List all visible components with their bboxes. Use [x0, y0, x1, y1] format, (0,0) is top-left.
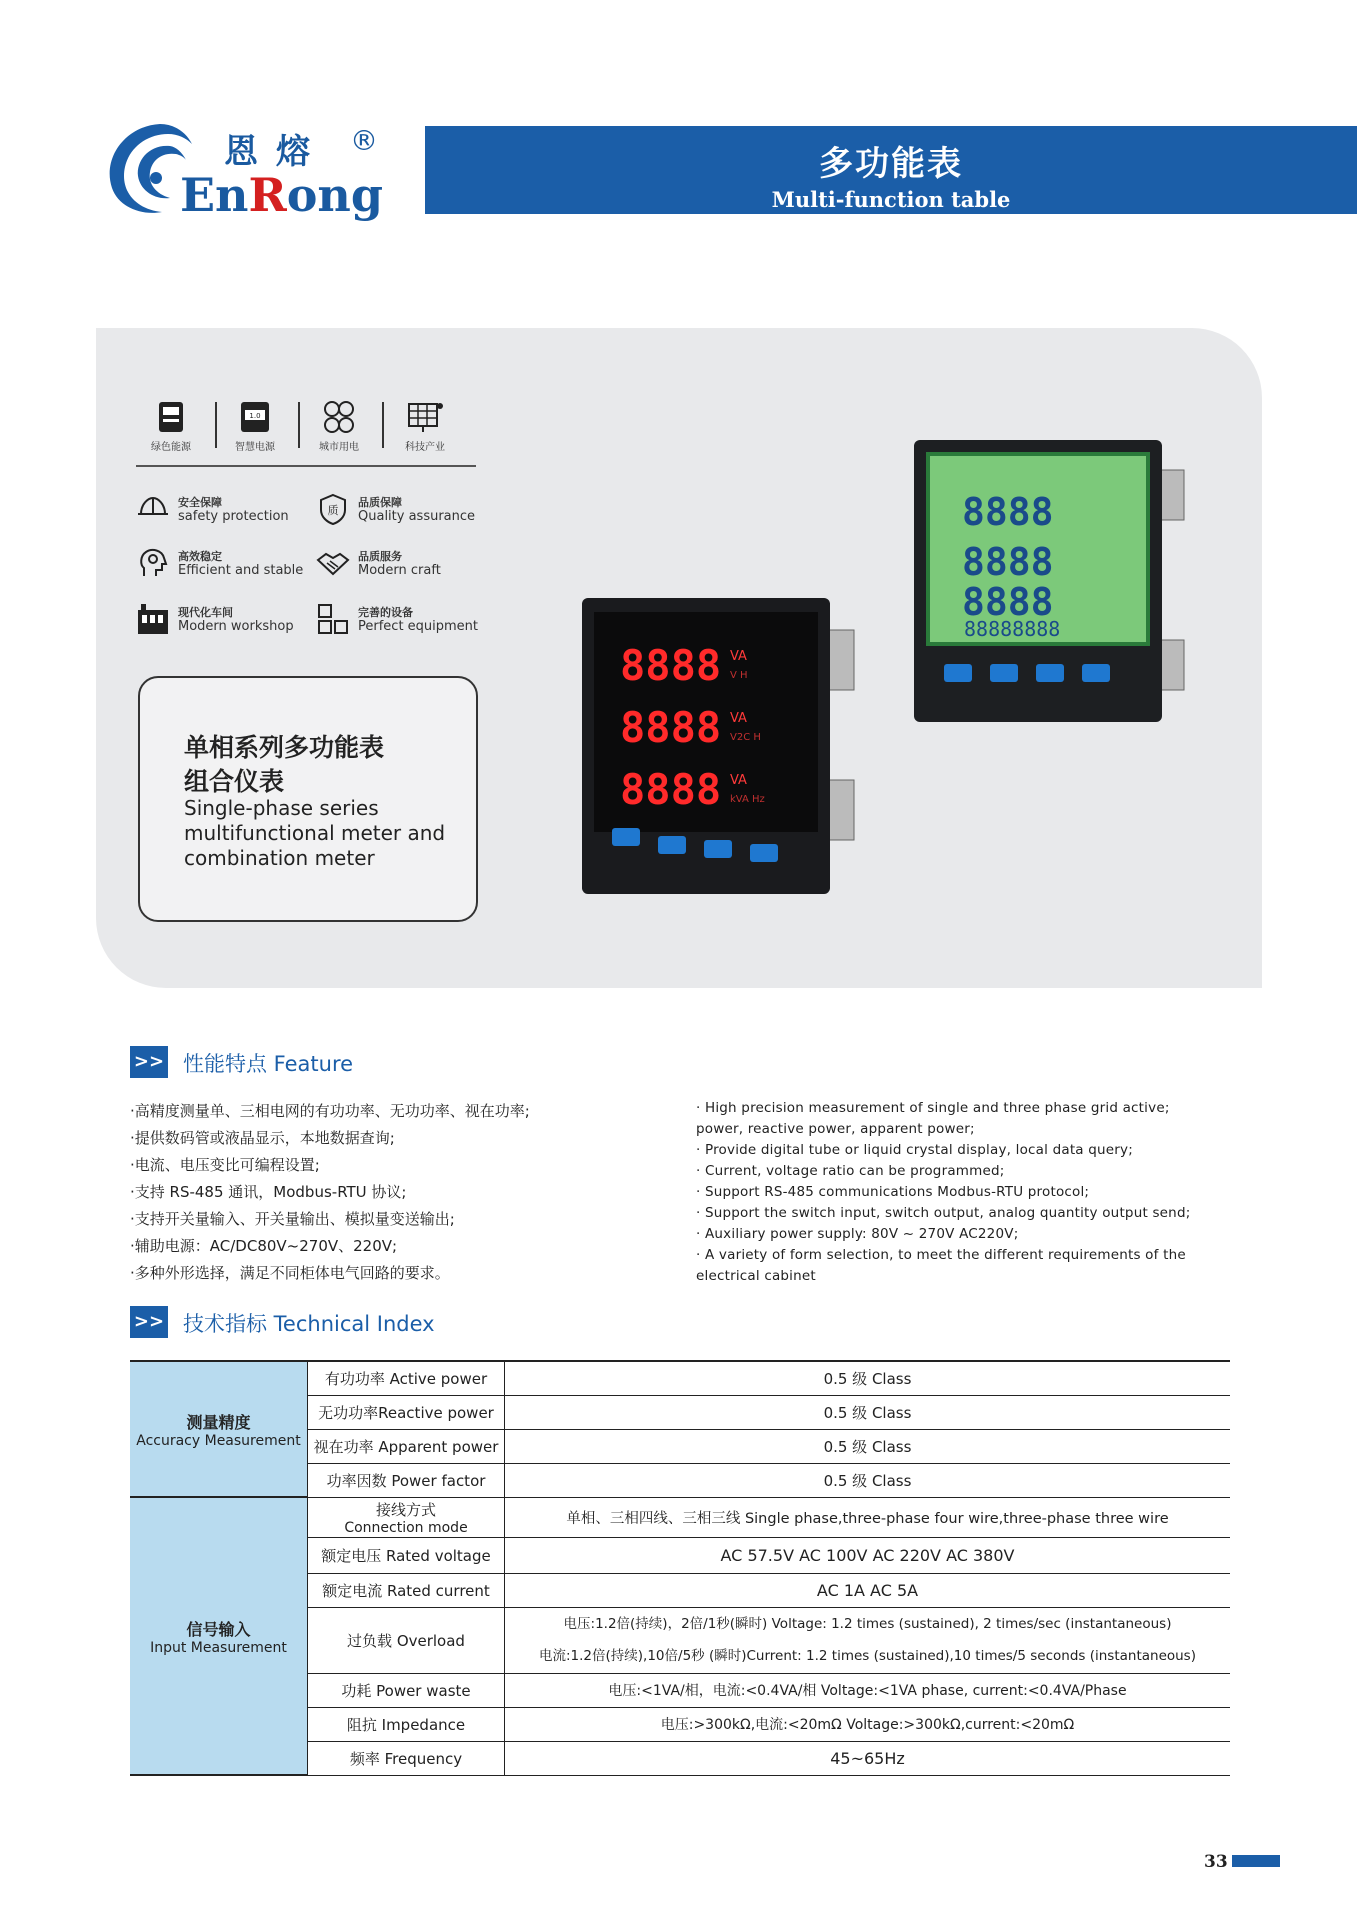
- feature-cn-line: ·电流、电压变比可编程设置;: [130, 1156, 320, 1174]
- title-banner: [425, 126, 1357, 214]
- brand-en-suffix: ong: [286, 168, 384, 222]
- feature-efficient: 高效稳定 Efficient and stable: [136, 546, 316, 586]
- feature-cn-line: ·高精度测量单、三相电网的有功功率、无功功率、视在功率;: [130, 1102, 530, 1120]
- feature-en-line: · Provide digital tube or liquid crystal display, local data query;: [696, 1142, 1133, 1158]
- feature-en-line: · Auxiliary power supply: 80V ~ 270V AC220V;: [696, 1226, 1019, 1242]
- chevron-right-icon: >>: [130, 1046, 168, 1078]
- feature-cn-line: ·提供数码管或液晶显示，本地数据查询;: [130, 1129, 395, 1147]
- param-cell: 频率 Frequency: [308, 1741, 505, 1775]
- technical-heading: >> 技术指标 Technical Index: [130, 1306, 580, 1338]
- table-row: [130, 1361, 1230, 1395]
- param-cell: 功耗 Power waste: [308, 1673, 505, 1707]
- param-cell: 接线方式 Connection mode: [308, 1497, 505, 1537]
- page-title-en: Multi-function table: [771, 187, 1011, 212]
- brand-name-en: [180, 168, 383, 222]
- led-meter-image: [582, 598, 854, 894]
- value-cell: 0.5 级 Class: [505, 1429, 1231, 1463]
- value-cell: AC 57.5V AC 100V AC 220V AC 380V: [505, 1537, 1231, 1573]
- feature-cn-line: ·多种外形选择，满足不同柜体电气回路的要求。: [130, 1264, 450, 1282]
- solar-panel-icon: [405, 400, 445, 434]
- param-cell: 有功功率 Active power: [308, 1361, 505, 1395]
- fan-icon: [319, 400, 359, 434]
- lcd-digits-2: 8888: [962, 540, 1054, 584]
- param-cell: 阻抗 Impedance: [308, 1707, 505, 1741]
- value-cell: 0.5 级 Class: [505, 1463, 1231, 1497]
- table-row: [130, 1497, 1230, 1537]
- helmet-icon: [136, 492, 170, 526]
- param-cell: 额定电流 Rated current: [308, 1573, 505, 1607]
- param-cell: 功率因数 Power factor: [308, 1463, 505, 1497]
- brand-name-cn: 恩熔: [224, 132, 328, 172]
- top-icon-smart-power: 1.0 智慧电源: [218, 400, 292, 453]
- spec-table: [130, 1360, 1230, 1776]
- icon-divider: [382, 402, 384, 448]
- meters-illustration: [570, 440, 1210, 900]
- feature-cn-line: ·辅助电源：AC/DC80V~270V、220V;: [130, 1237, 398, 1255]
- feature-heading: >> 性能特点 Feature: [130, 1046, 530, 1078]
- param-cell: 视在功率 Apparent power: [308, 1429, 505, 1463]
- feature-en-line: electrical cabinet: [696, 1268, 816, 1284]
- chevron-right-icon: >>: [130, 1306, 168, 1338]
- svg-text:1.0: 1.0: [249, 412, 261, 420]
- feature-en-line: · Support the switch input, switch output, analog quantity output send;: [696, 1205, 1191, 1221]
- head-gear-icon: [136, 546, 170, 580]
- handshake-icon: [316, 546, 350, 580]
- display-icon: [235, 400, 275, 434]
- feature-equipment: 完善的设备 Perfect equipment: [316, 602, 496, 642]
- led-unit-3: VA: [730, 773, 747, 788]
- feature-modern-craft: 品质服务 Modern craft: [316, 546, 496, 586]
- value-cell: 电压:1.2倍(持续)，2倍/1秒(瞬时) Voltage: 1.2 times (sustained), 2 times/sec (instantaneous) 电流:1.2倍(持续),10倍/5秒 (瞬时)Current: 1.2 times (sustained),10 times/5 seconds (instantaneous): [505, 1607, 1231, 1673]
- icons-underline: [136, 465, 476, 467]
- top-icon-tech-industry: 科技产业: [388, 400, 462, 453]
- icon-divider: [215, 402, 217, 448]
- feature-cn-line: ·支持开关量输入、开关量输出、模拟量变送输出;: [130, 1210, 455, 1228]
- feature-cn-line: ·支持 RS-485 通讯，Modbus-RTU 协议;: [130, 1183, 407, 1201]
- feature-workshop: 现代化车间 Modern workshop: [136, 602, 316, 642]
- param-cell: 无功功率Reactive power: [308, 1395, 505, 1429]
- feature-en-line: · Current, voltage ratio can be programmed;: [696, 1163, 1005, 1179]
- lcd-small-digits: 88888888: [964, 617, 1061, 641]
- top-icon-green-energy: 绿色能源: [134, 400, 208, 453]
- icon-divider: [298, 402, 300, 448]
- led-digits-3: 8888: [620, 765, 722, 814]
- top-icon-city-power: 城市用电: [302, 400, 376, 453]
- feature-en-line: · High precision measurement of single and three phase grid active;: [696, 1100, 1170, 1116]
- value-cell: 45~65Hz: [505, 1741, 1231, 1775]
- param-cell: 过负载 Overload: [308, 1607, 505, 1673]
- feature-en-line: · Support RS-485 communications Modbus-RTU protocol;: [696, 1184, 1090, 1200]
- brand-en-prefix: En: [180, 168, 249, 222]
- value-cell: 0.5 级 Class: [505, 1361, 1231, 1395]
- product-title-cn-1: 单相系列多功能表: [184, 733, 385, 762]
- feature-en-line: power, reactive power, apparent power;: [696, 1121, 975, 1137]
- value-cell: 电压:>300kΩ,电流:<20mΩ Voltage:>300kΩ,current:<20mΩ: [505, 1707, 1231, 1741]
- param-cell: 额定电压 Rated voltage: [308, 1537, 505, 1573]
- page-number-bar: [1232, 1855, 1280, 1867]
- led-subunit-3: kVA Hz: [730, 794, 765, 805]
- led-digits-2: 8888: [620, 703, 722, 752]
- product-title-en: Single-phase series multifunctional meter and combination meter: [184, 796, 446, 870]
- group-accuracy: 测量精度 Accuracy Measurement: [130, 1361, 308, 1497]
- led-unit-2: VA: [730, 711, 747, 726]
- svg-text:质: 质: [327, 504, 339, 517]
- value-cell: AC 1A AC 5A: [505, 1573, 1231, 1607]
- led-unit-1: VA: [730, 649, 747, 664]
- value-cell: 0.5 级 Class: [505, 1395, 1231, 1429]
- feature-en-line: · A variety of form selection, to meet the different requirements of the: [696, 1247, 1186, 1263]
- product-title-cn-2: 组合仪表: [184, 767, 285, 796]
- page-title-cn: 多功能表: [819, 144, 963, 184]
- factory-icon: [136, 602, 170, 636]
- led-subunit-2: V2C H: [730, 732, 761, 743]
- value-cell: 电压:<1VA/相，电流:<0.4VA/相 Voltage:<1VA phase, current:<0.4VA/Phase: [505, 1673, 1231, 1707]
- lcd-meter-image: [914, 440, 1184, 722]
- equipment-icon: [316, 602, 350, 636]
- meter-icon: [151, 400, 191, 434]
- group-input: 信号输入 Input Measurement: [130, 1497, 308, 1775]
- lcd-digits-1: 8888: [962, 490, 1054, 534]
- page-number: 33: [1204, 1852, 1228, 1872]
- feature-safety: 安全保障 safety protection: [136, 492, 316, 532]
- led-subunit-1: V H: [730, 670, 748, 681]
- brand-en-r: R: [248, 168, 287, 222]
- quality-badge-icon: [316, 492, 350, 526]
- registered-mark: ®: [350, 124, 378, 157]
- led-digits-1: 8888: [620, 641, 722, 690]
- feature-quality: 质 品质保障 Quality assurance: [316, 492, 496, 532]
- value-cell: 单相、三相四线、三相三线 Single phase,three-phase four wire,three-phase three wire: [505, 1497, 1231, 1537]
- lcd-digits-3: 8888: [962, 580, 1054, 624]
